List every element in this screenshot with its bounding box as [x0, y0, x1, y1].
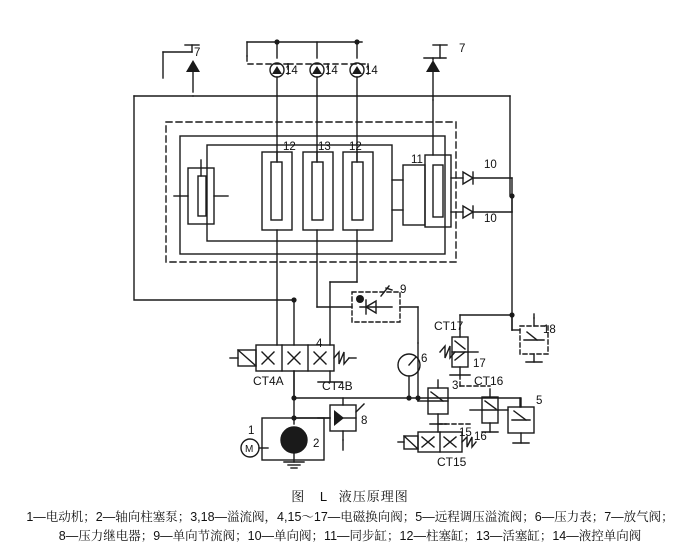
label-5: 5	[536, 395, 543, 407]
label-6: 6	[421, 353, 428, 365]
label-motor-M: M	[245, 444, 254, 455]
label-18: 18	[543, 324, 556, 336]
relief-valve-18	[512, 314, 548, 362]
label-10a: 10	[484, 159, 497, 171]
remote-relief-valve-5	[498, 398, 534, 443]
cylinder-13	[303, 152, 333, 230]
label-17: 17	[473, 358, 486, 370]
figure-caption	[0, 486, 700, 505]
solenoid-valve-16	[470, 389, 498, 432]
label-7-left: 7	[194, 47, 201, 59]
label-14b: 14	[325, 65, 338, 77]
label-ct16: CT16	[474, 374, 504, 388]
figure-caption-number: L	[319, 489, 329, 504]
relief-valve-3	[418, 380, 448, 424]
legend-line-1: 1—电动机；2—轴向柱塞泵；3,18—溢流阀，4,15～17—电磁换向阀；5—远程调压溢流阀；6—压力表；7—放气阀；	[26, 510, 674, 524]
label-ct15: CT15	[437, 455, 467, 469]
air-bleed-valve-right	[424, 45, 447, 100]
label-14a: 14	[285, 65, 298, 77]
plunger-cylinder-left	[174, 160, 228, 224]
label-1: 1	[248, 425, 255, 437]
label-15: 15	[459, 427, 472, 439]
label-ct4a: CT4A	[253, 374, 284, 388]
label-3: 3	[452, 380, 459, 392]
legend	[8, 508, 692, 546]
label-ct17: CT17	[434, 319, 464, 333]
label-9: 9	[400, 284, 407, 296]
check-valve-10b	[451, 206, 512, 218]
label-14c: 14	[365, 65, 378, 77]
label-11: 11	[411, 154, 423, 166]
cylinder-12a	[262, 152, 292, 230]
cylinder-12b	[343, 152, 373, 230]
legend-line-2: 8—压力继电器；9—单向节流阀；10—单向阀；11—同步缸；12—柱塞缸；13—活塞缸；14—液控单向阀	[58, 529, 642, 543]
label-2: 2	[313, 438, 320, 450]
check-valve-10a	[451, 172, 512, 184]
label-12b: 12	[349, 141, 362, 153]
label-ct4b: CT4B	[322, 379, 353, 393]
label-12a: 12	[283, 141, 296, 153]
label-7-right: 7	[459, 43, 466, 55]
figure-caption-title: 液压原理图	[338, 489, 409, 504]
label-13: 13	[318, 141, 331, 153]
label-8: 8	[361, 415, 368, 427]
label-16: 16	[474, 431, 487, 443]
label-4: 4	[316, 338, 323, 350]
figure-caption-label: 图	[291, 489, 306, 504]
label-10b: 10	[484, 213, 497, 225]
